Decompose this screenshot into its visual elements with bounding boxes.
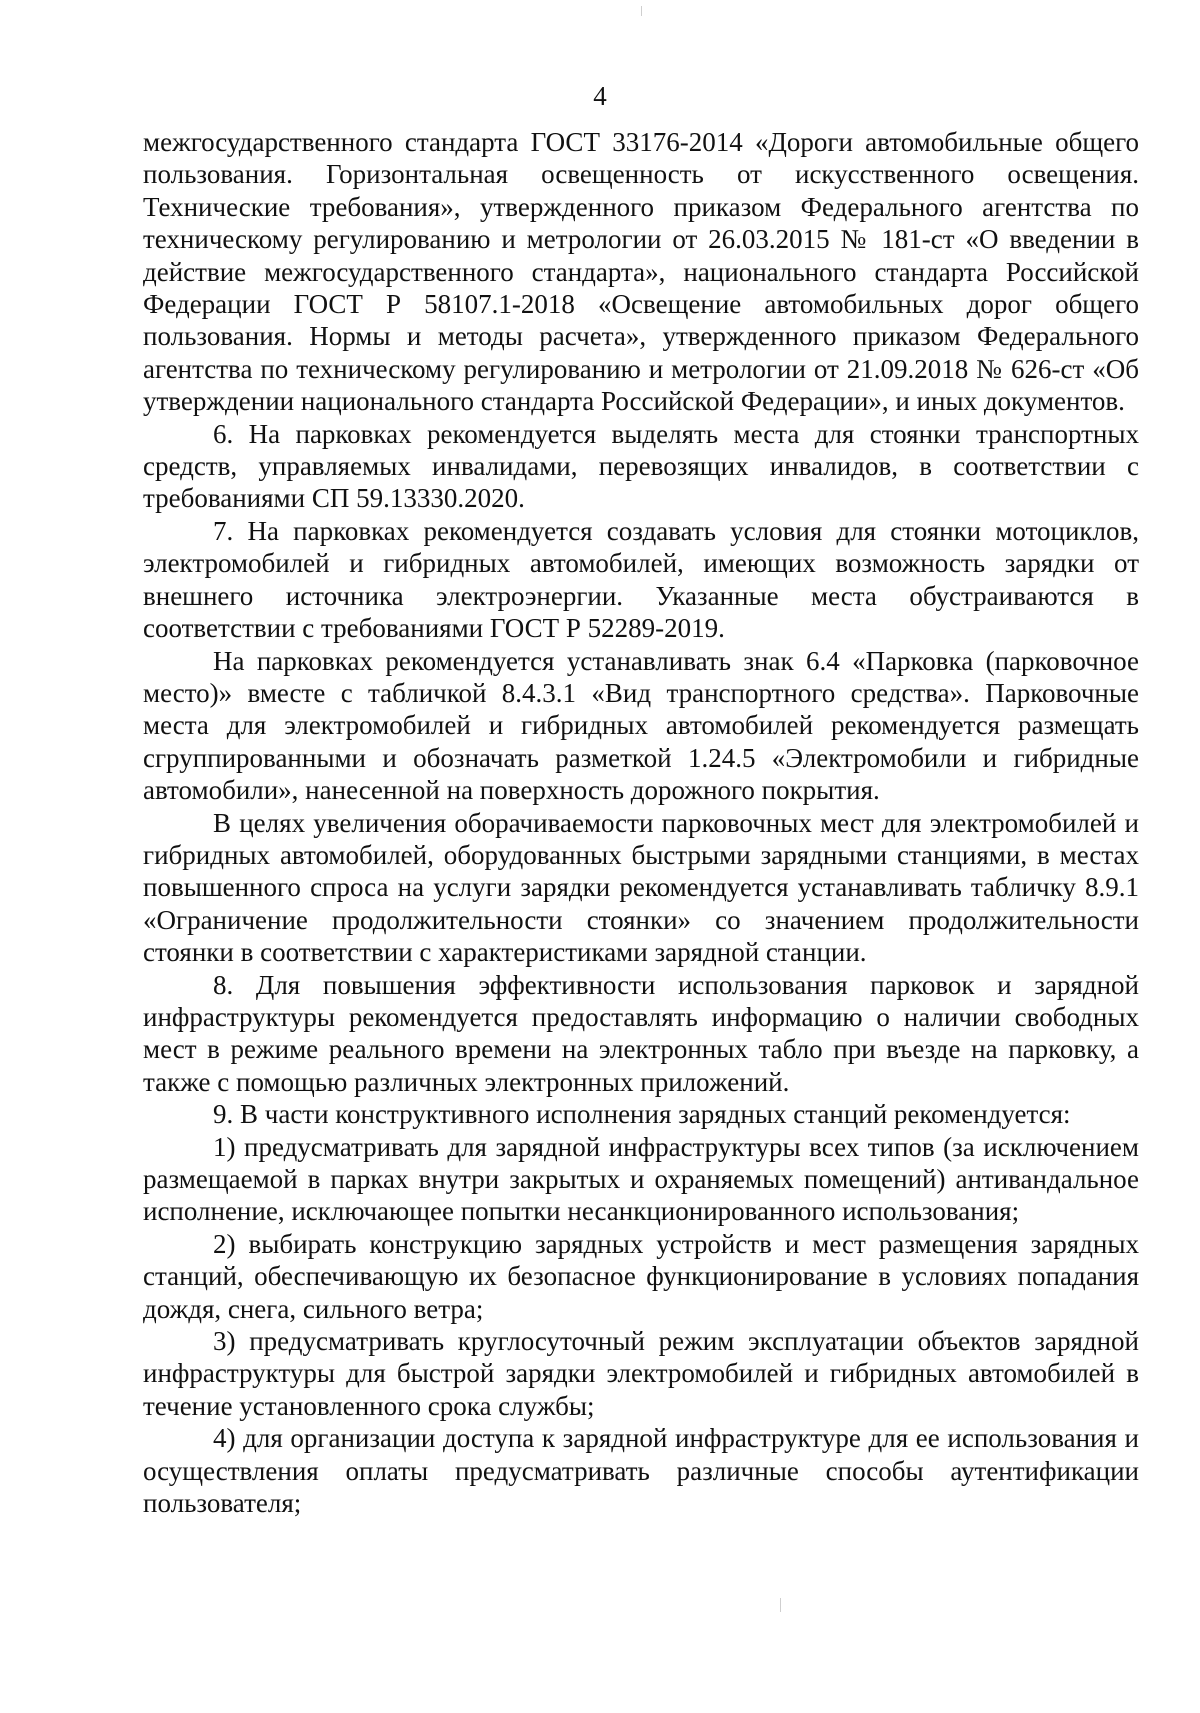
list-item-4: 4) для организации доступа к зарядной инфраструктуре для ее использования и осуществления оплаты предусматривать различные способы аутентификации пользователя; bbox=[143, 1423, 1139, 1519]
paragraph-item-6: 6. На парковках рекомендуется выделять места для стоянки транспортных средств, управляемых инвалидами, перевозящих инвалидов, в соответствии с требованиями СП 59.13330.2020. bbox=[143, 418, 1139, 514]
paragraph-item-8: 8. Для повышения эффективности использования парковок и зарядной инфраструктуры рекомендуется предоставлять информацию о наличии свободных мест в режиме реального времени на электронных табло при въезде на парковку, а также с помощью различных электронных приложений. bbox=[143, 969, 1139, 1097]
paragraph-turnover: В целях увеличения оборачиваемости парковочных мест для электромобилей и гибридных автомобилей, оборудованных быстрыми зарядными станциями, в местах повышенного спроса на услуги зарядки рекомендуется устанавливать табличку 8.9.1 «Ограничение продолжительности стоянки» со значением продолжительности стоянки в соответствии с характеристиками зарядной станции. bbox=[143, 807, 1139, 968]
list-item-3: 3) предусматривать круглосуточный режим эксплуатации объектов зарядной инфраструктуры для быстрой зарядки электромобилей и гибридных автомобилей в течение установленного срока службы; bbox=[143, 1326, 1139, 1421]
paragraph-item-7: 7. На парковках рекомендуется создавать условия для стоянки мотоциклов, электромобилей и гибридных автомобилей, имеющих возможность зарядки от внешнего источника электроэнергии. Указанные места обустраиваются в соответствии с требованиями ГОСТ Р 52289-2019. bbox=[143, 515, 1139, 644]
paragraph-parking-sign: На парковках рекомендуется устанавливать знак 6.4 «Парковка (парковочное место)» вместе с табличкой 8.4.3.1 «Вид транспортного средства». Парковочные места для электромобилей и гибридных автомобилей рекомендуется размещать сгруппированными и обозначать разметкой 1.24.5 «Электромобили и гибридные автомобили», нанесенной на поверхность дорожного покрытия. bbox=[143, 645, 1139, 806]
list-item-1: 1) предусматривать для зарядной инфраструктуры всех типов (за исключением размещаемой в парках внутри закрытых и охраняемых помещений) антивандальное исполнение, исключающее попытки несанкционированного использования; bbox=[143, 1131, 1139, 1227]
document-body bbox=[143, 126, 1139, 1519]
page-number: 4 bbox=[593, 81, 607, 111]
scan-mark-bottom bbox=[780, 1598, 781, 1612]
paragraph-continuation: межгосударственного стандарта ГОСТ 33176-2014 «Дороги автомобильные общего пользования. Горизонтальная освещенность от искусственного освещения. Технические требования», утвержденного приказом Федерального агентства по техническому регулированию и метрологии от 26.03.2015 № 181-ст «О введении в действие межгосударственного стандарта», национального стандарта Российской Федерации ГОСТ Р 58107.1-2018 «Освещение автомобильных дорог общего пользования. Нормы и методы расчета», утвержденного приказом Федерального агентства по техническому регулированию и метрологии от 21.09.2018 № 626-ст «Об утверждении национального стандарта Российской Федерации», и иных документов. bbox=[143, 127, 1139, 417]
list-item-2: 2) выбирать конструкцию зарядных устройств и мест размещения зарядных станций, обеспечивающую их безопасное функционирование в условиях попадания дождя, снега, сильного ветра; bbox=[143, 1228, 1139, 1324]
scan-mark-top bbox=[641, 6, 642, 16]
paragraph-item-9: 9. В части конструктивного исполнения зарядных станций рекомендуется: bbox=[213, 1099, 1071, 1130]
